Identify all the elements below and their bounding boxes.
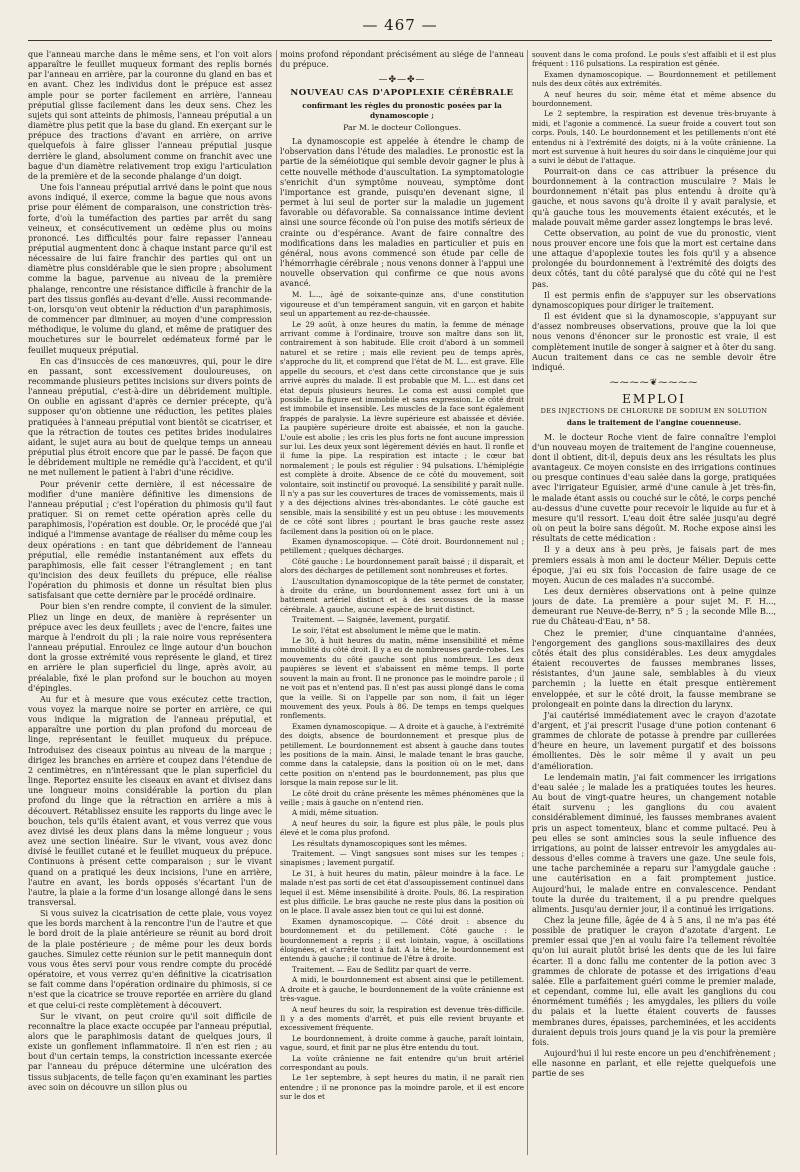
paragraph: A neuf heures du soir, même état et même absence du bourdonnement.: [532, 89, 776, 109]
paragraph: M. le docteur Roche vient de faire connaître l'emploi d'un nouveau moyen de traitement de l'angine couenneuse, dont il obtient, dit-il, depuis deux ans les résultats les plus avantageux. Ce moyen consiste en des irrigations continues ou presque continues d'eau salée dans la gorge, pratiquées avec l'irrigateur Eguisier, armé d'une canule à jet très-fin, le malade étant assis ou couché sur le côté, le corps penché au-dessus d'une cuvette pour recevoir le liquide au fur et à mesure qu'il ressort. L'eau doit être salée jusqu'au degré où on peut la boire sans dégoût. M. Roche expose ainsi les résultats de cette médication :: [532, 432, 776, 544]
paragraph: Au fur et à mesure que vous exécutez cette traction, vous voyez la marque noire se porter en arrière, ce qui vous indique la migration de l'anneau préputial, et apparaître une portion du plan profond du morceau de linge, représentant le feuillet muqueux du prépuce. Introduisez des ciseaux pointus au niveau de la marque ; dirigez les branches en arrière et coupez dans l'étendue de 2 centimètres, en n'intéressant que le plan superficiel du linge. Reportez ensuite les ciseaux en avant et divisez dans une longueur moins considérable la portion du plan profond du linge que la rétraction en arrière a mis à découvert. Rétablissez ensuite les rapports du linge avec le bouchon, tels qu'ils étaient avant, et vous verrez que vous avez divisé les deux plans dans la même longueur ; vous avez une section linéaire. Sur le vivant, vous avez donc divisé le feuillet cutané et le feuillet muqueux du prépuce. Continuons à présent cette comparaison ; sur le vivant quand on a pratiqué les deux incisions, l'une en arrière, l'autre en avant, les bords opposés s'écartant l'un de l'autre, la plaie a la forme d'un losange allongé dans le sens transversal.: [28, 694, 272, 907]
page-number: — 467 —: [362, 16, 438, 34]
paragraph: Le 1er septembre, à sept heures du matin, il ne paraît rien entendre ; il ne prononce pas la moindre parole, et il est encore sur le dos et: [280, 1073, 524, 1102]
paragraph: Pourrait-on dans ce cas attribuer la présence du bourdonnement à la contraction musculaire ? Mais le bourdonnement n'était pas plus entendu à droite qu'à gauche, et nous savons qu'à droite il y avait paralysie, et qu'à gauche tous les mouvements étaient exécutés, et le malade pouvait même garder assez longtemps le bras levé.: [532, 166, 776, 227]
paragraph: Le soir, l'état est absolument le même que le matin.: [292, 625, 481, 635]
paragraph: A midi, le bourdonnement est absent ainsi que le petillement. A droite et à gauche, le bourdonnement de la voûte crânienne est très-vague.: [280, 975, 524, 1004]
paragraph: souvent dans le coma profond. Le pouls s'est affaibli et il est plus fréquent : 116 pulsations. La respiration est gênée.: [532, 50, 776, 69]
paragraph: moins profond répondant précisément au siége de l'anneau du prépuce.: [280, 50, 524, 70]
paragraph: Examen dynamoscopique. — Bourdonnement et petillement nuls des deux côtés aux extrémités.: [532, 69, 776, 89]
paragraph: La voûte crânienne ne fait entendre qu'un bruit artériel correspondant au pouls.: [280, 1053, 524, 1072]
paragraph: Chez la jeune fille, âgée de 4 à 5 ans, il ne m'a pas été possible de pratiquer le crayon d'azotate d'argent. Le premier essai que j'en ai voulu faire l'a tellement révoltée qu'on lui aurait plutôt brisé les dents que de les lui faire écarter. Il a donc fallu me contenter de la potion avec 3 grammes de chlorate de potasse et des irrigations d'eau salée. Elle a parfaitement guéri comme le premier malade, et cependant, comme lui, elle avait les ganglions du cou énormément tuméfiés ; les amygdales, les piliers du voile du palais et la luette étaient couverts de fausses membranes dures, épaisses, parcheminées, et les accidents duraient depuis trois jours quand je la vis pour la première fois.: [532, 915, 776, 1047]
column-right: [532, 50, 776, 1160]
paragraph: que l'anneau marche dans le même sens, et l'on voit alors apparaître le feuillet muqueux formant des replis bornés par l'anneau en arrière, par la couronne du gland en bas et en avant. Chez les individus dont le prépuce est assez ample pour se porter facilement en arrière, l'anneau préputial glisse facilement dans les deux sens. Chez les sujets qui sont atteints de phimosis, l'anneau préputial a un diamètre plus petit que la base du gland. En exerçant sur le prépuce des tractions d'avant en arrière, on arrive quelquefois à faire glisser l'anneau préputial jusque derrière le gland, absolument comme on franchit avec une bague d'un diamètre relativement trop exigu l'articulation de la première et de la seconde phalange d'un doigt.: [28, 50, 272, 181]
paragraph: Le lendemain matin, j'ai fait commencer les irrigations d'eau salée ; le malade les a pratiquées toutes les heures. Au bout de vingt-quatre heures, un changement notable était survenu ; les ganglions du cou avaient considérablement diminué, les fausses membranes avaient pris un aspect tomenteux, blanc et comme pultacé. Peu à peu elles se sont amincies sous la seule influence des irrigations, au point de laisser entrevoir les amygdales au-dessous d'elles comme à travers une gaze. Une seule fois, une tache parcheminée a reparu sur l'amygdale gauche : une cautérisation en a fait promptement justice. Aujourd'hui, le malade entre en convalescence. Pendant toute la durée du traitement, il a pu prendre quelques aliments. Jusqu'au dernier jour, il a continué les irrigations.: [532, 772, 776, 914]
paragraph: La dynamoscopie est appelée à étendre le champ de l'observation dans l'étude des maladies. Le pronostic est la partie de la séméiotique qui semble devoir gagner le plus à cette nouvelle méthode d'auscultation. La symptomatologie s'enrichit d'un symptôme nouveau, symptôme dont l'importance est grande, puisqu'en devenant signe, il permet à lui seul de porter sur la maladie un jugement favorable ou défavorable. Sa connaissance intime devient ainsi une source féconde où l'on puise des motifs sérieux de crainte ou d'espérance. Avant de faire connaître des modifications dans les maladies en particulier et puis en général, nous avons commencé son étude par celle de l'hémorrhagie cérébrale ; nous venons donner à l'appui une nouvelle observation qui confirme ce que nous avons avancé.: [280, 137, 524, 289]
paragraph: Le 31, à huit heures du matin, pâleur moindre à la face. Le malade n'est pas sorti de cet état d'assoupissement continuel dans lequel il est. Même insensibilité à droite. Pouls, 86. La respiration est plus difficile. Le bras gauche ne reste plus dans la position où on le place. Il avale assez bien tout ce qui lui est donné.: [280, 868, 524, 916]
paragraph: Il est permis enfin de s'appuyer sur les observations dynamoscopiques pour diriger le traitement.: [532, 290, 776, 310]
paragraph: M. L..., âgé de soixante-quinze ans, d'une constitution vigoureuse et d'un tempérament sanguin, vit en garçon et habite seul un appartement au rez-de-chaussée.: [280, 290, 524, 319]
ornament-divider: ⁓⁓⁓⁓❦⁓⁓⁓⁓: [609, 378, 699, 388]
article-author: Par M. le docteur Collongues.: [343, 122, 461, 132]
paragraph: Cette observation, au point de vue du pronostic, vient nous prouver encore une fois que la mort est certaine dans une attaque d'apoplexie toutes les fois qu'il y a absence prolongée du bourdonnement à l'extrémité des doigts des deux côtés, tant du côté paralysé que du côté qui ne l'est pas.: [532, 228, 776, 289]
article-subtitle: confirmant les règles du pronostic posées par la dynamoscopie ;: [302, 100, 502, 120]
column-left: [28, 50, 272, 1160]
paragraph: Sur le vivant, on peut croire qu'il soit difficile de reconnaître la place exacte occupée par l'anneau préputial, alors que le paraphimosis datant de quelques jours, il existe un gonflement inflammatoire. Il n'en est rien ; au bout d'un certain temps, la constriction incessante exercée par l'anneau du prépuce détermine une ulcération des tissus subjacents, de telle façon qu'en examinant les parties avec soin on découvre un sillon plus ou: [28, 1011, 272, 1092]
paragraph: Pour bien s'en rendre compte, il convient de la simuler. Pliez un linge en deux, de manière à représenter un prépuce avec les deux feuillets ; avec de l'encre, faites une marque à l'endroit du pli ; la raie noire vous représentera l'anneau préputial. Enroulez ce linge autour d'un bouchon dont la grosse extrémité vous représente le gland, et tirez en arrière le plan superficiel du linge, après avoir, au préalable, fixé le plan profond sur le bouchon au moyen d'épingles.: [28, 602, 272, 693]
paragraph: Le 29 août, à onze heures du matin, la femme de ménage arrivant comme à l'ordinaire, trouve son maître dans son lit, contrairement à son habitude. Elle croit d'abord à un sommeil naturel et se retire ; mais elle revient peu de temps après, s'approche du lit, et comprend que l'état de M. L... est grave. Elle appelle du secours, et c'est dans cette circonstance que je suis arrivé auprès du malade. Il est probable que M. L... est dans cet état depuis plusieurs heures. Le coma est aussi complet que possible. La figure est immobile et sans expression. Le côté droit est immobile et insensible. Les muscles de la face sont également frappés de paralysie. La lèvre supérieure est abaissée et déviée. La paupière supérieure droite est abaissée, et non la gauche. L'ouïe est abolie ; les cris les plus forts ne font aucune impression sur lui. Les deux yeux sont légèrement déviés en haut. Il ronfle et il fume la pipe. La respiration est intacte ; le cœur bat normalement ; le pouls est régulier : 94 pulsations. L'hémiplégie est complète à droite. Absence de ce côté du mouvement, soit volontaire, soit instinctif ou provoqué. La sensibilité y paraît nulle. Il n'y a pas sur les couvertures de traces de vomissements, mais il y a des déjections alvines très-abondantes. Le côté gauche est sensible, mais la sensibilité y est un peu obtuse : les mouvements de ce côté sont libres ; pourtant le bras gauche reste assez facilement dans la position où on le place.: [280, 319, 524, 536]
paragraph: Examen dynamoscopique. — Côté droit. Bourdonnement nul ; petillement ; quelques décharges.: [280, 537, 524, 556]
paragraph: Les deux dernières observations ont à peine quinze jours de date. La première a pour sujet M. F. H..., demeurant rue Neuve-de-Berry, n° 5 ; la seconde Mlle B..., rue du Château-d'Eau, n° 58.: [532, 586, 776, 627]
page-header: [28, 10, 772, 41]
section-subtitle-secondary: dans le traitement de l'angine couenneuse.: [566, 418, 742, 428]
paragraph: Pour prévenir cette dernière, il est nécessaire de modifier d'une manière définitive les dimensions de l'anneau préputial ; c'est l'opération du phimosis qu'il faut pratiquer. Si on remet cette opération après celle du paraphimosis, l'opération est double. Or, le procédé que j'ai indiqué a l'immense avantage de réaliser du même coup les deux opérations : en tant que débridement de l'anneau préputial, elle remédie instantanément aux effets du paraphimosis, elle fait cesser l'étranglement ; en tant qu'incision des deux feuillets du prépuce, elle réalise l'opération du phimosis et donne un résultat bien plus satisfaisant que cette dernière par le procédé ordinaire.: [28, 479, 272, 601]
paragraph: A midi, même situation.: [292, 808, 379, 818]
paragraph: Examen dynamoscopique. — Côté droit : absence du bourdonnement et du petillement. Côté gauche : le bourdonnement a repris ; il est lointain, vague, à oscillations éloignées, et s'arrête tout à fait. A la tête, le bourdonnement est entendu à gauche ; il continue de l'être à droite.: [280, 916, 524, 964]
paragraph: En cas d'insuccès de ces manœuvres, qui, pour le dire en passant, sont excessivement douloureuses, on recommande plusieurs petites incisions sur divers points de l'anneau préputial, c'est-à-dire un débridement multiple. On oublie en agissant d'après ce dernier précepte, qu'à supposer qu'on obtienne une réduction, les petites plaies pratiquées à l'anneau préputial vont bientôt se cicatriser, et que la rétraction de toutes ces petites brides inodulaires aidant, le sujet aura au bout de quelque temps un anneau préputial plus étroit encore que par le passé. De façon que le débridement multiple ne remédie qu'à l'accident, et qu'il ne met nullement le patient à l'abri d'une récidive.: [28, 356, 272, 478]
paragraph: J'ai cautérisé immédiatement avec le crayon d'azotate d'argent, et j'ai prescrit l'usage d'une potion contenant 6 grammes de chlorate de potasse à prendre par cuillerées d'heure en heure, un lavement purgatif et des boissons émollientes. Dès le soir même il y avait un peu d'amélioration.: [532, 710, 776, 771]
paragraph: Si vous suivez la cicatrisation de cette plaie, vous voyez que les bords marchent à la rencontre l'un de l'autre et que le bord droit de la plaie antérieure se réunit au bord droit de la plaie postérieure ; de même pour les deux bords gauches. Simulez cette réunion sur le petit mannequin dont vous vous êtes servi pour vous rendre compte du procédé opératoire, et vous verrez qu'en définitive la cicatrisation se fait comme dans l'opération ordinaire du phimosis, si ce n'est que la cicatrice se trouve reportée en arrière du gland et que celui-ci reste complètement à découvert.: [28, 909, 272, 1010]
paragraph: Il y a deux ans à peu près, je faisais part de mes premiers essais à mon ami le docteur Mélier. Depuis cette époque, j'ai eu six fois l'occasion de faire usage de ce moyen. Aucun de ces malades n'a succombé.: [532, 545, 776, 585]
article-title: NOUVEAU CAS D'APOPLEXIE CÉRÉBRALE: [290, 88, 514, 99]
paragraph: Traitement. — Eau de Sedlitz par quart de verre.: [292, 964, 472, 974]
paragraph: Les résultats dynamoscopiques sont les mêmes.: [292, 838, 467, 848]
section-subtitle: DES INJECTIONS DE CHLORURE DE SODIUM EN SOLUTION: [540, 407, 768, 416]
paragraph: Traitement. — Vingt sangsues sont mises sur les tempes ; sinapismes ; lavement purgatif.: [280, 849, 524, 868]
paragraph: Examen dynamoscopique. — A droite et à gauche, à l'extrémité des doigts, absence de bourdonnement et presque plus de petillement. Le bourdonnement est absent à gauche dans toutes les positions de la main. Ainsi, le malade tenant le bras gauche, comme dans la catalepsie, dans la position où on le met, dans cette position on n'entend pas le bourdonnement, pas plus que lorsque la main repose sur le lit.: [280, 721, 524, 788]
section-title: EMPLOI: [622, 392, 686, 407]
paragraph: Côté gauche : Le bourdonnement paraît baissé ; il disparaît, et alors des décharges de petillement sont nombreuses et fortes.: [280, 556, 524, 576]
column-divider-left: [276, 50, 277, 1155]
paragraph: Une fois l'anneau préputial arrivé dans le point que nous avons indiqué, il exerce, comme la bague que nous avons prise pour élément de comparaison, une constriction très-forte, d'où la tuméfaction des parties par arrêt du sang veineux, et consécutivement un œdème plus ou moins prononcé. Les difficultés pour faire repasser l'anneau préputial augmentent donc à chaque instant parce qu'il est nécessaire de lui faire franchir des parties qui ont un diamètre plus considérable que le sien propre ; absolument comme la bague, parvenue au niveau de la première phalange, rencontre une résistance difficile à franchir de la part des tissus gonflés au-devant d'elle. Aussi recommande-t-on, lorsqu'on veut obtenir la réduction d'un paraphimosis, de commencer par diminuer, au moyen d'une compression méthodique, le volume du gland, et même de pratiquer des mouchetures sur le bourrelet œdémateux formé par le feuillet muqueux préputial.: [28, 183, 272, 355]
paragraph: Le côté droit du crâne présente les mêmes phénomènes que la veille ; mais à gauche on n'entend rien.: [280, 788, 524, 807]
column-middle: [280, 50, 524, 1160]
column-divider-right: [527, 50, 528, 1155]
paragraph: A neuf heures du soir, la figure est plus pâle, le pouls plus élevé et le coma plus profond.: [280, 818, 524, 838]
paragraph: L'auscultation dynamoscopique de la tête permet de constater, à droite du crâne, un bourdonnement assez fort uni à un battement artériel distinct et à des secousses de la masse cérébrale. A gauche, aucune espèce de bruit distinct.: [280, 576, 524, 614]
paragraph: Aujourd'hui il lui reste encore un peu d'enchifrènement ; elle nasonne en parlant, et elle rejette quelquefois une partie de ses: [532, 1049, 776, 1079]
paragraph: A neuf heures du soir, la respiration est devenue très-difficile. Il y a des moments d'arrêt, et puis elle revient bruyante et excessivement fréquente.: [280, 1004, 524, 1033]
paragraph: Le bourdonnement, à droite comme à gauche, paraît lointain, vague, sourd, et finit par ne plus être entendu du tout.: [280, 1033, 524, 1053]
paragraph: Chez le premier, d'une cinquantaine d'années, l'engorgement des ganglions sous-maxillaires des deux côtés était des plus considérables. Les deux amygdales étaient recouvertes de fausses membranes lisses, résistantes, d'un jaune sale, semblables à du vieux parchemin ; la luette en était presque entièrement enveloppée, et sur le côté droit, la fausse membrane se prolongeait en pointe dans la direction du larynx.: [532, 628, 776, 709]
paragraph: Le 2 septembre, la respiration est devenue très-bruyante à midi, et l'agonie a commencé. La sueur froide a couvert tout son corps. Pouls, 140. Le bourdonnement et les petillements n'ont été entendus ni à l'extrémité des doigts, ni à la voûte crânienne. La mort est survenue à huit heures du soir dans le cinquième jour qui a suivi le début de l'attaque.: [532, 109, 776, 166]
paragraph: Il est évident que si la dynamoscopie, s'appuyant sur d'assez nombreuses observations, prouve que la loi que nous venons d'énoncer sur le pronostic est vraie, il est complètement inutile de songer à saigner et à ôter du sang. Aucun traitement dans ce cas ne semble devoir être indiqué.: [532, 312, 776, 372]
paragraph: Traitement. — Saignée, lavement, purgatif.: [292, 615, 450, 625]
paragraph: Le 30, à huit heures du matin, même insensibilité et même immobilité du côté droit. Il y a eu de nombreuses garde-robes. Les mouvements du côté gauche sont plus nombreux. Les deux paupières se lèvent et s'abaissent en même temps. Il porte souvent la main au front. Il ne prononce pas le moindre parole ; il ne voit pas et n'entend pas. Il n'est pas aussi plongé dans le coma que la veille. Si on l'appelle par son nom, il fait un léger mouvement des yeux. Pouls à 86. De temps en temps quelques ronflements.: [280, 636, 524, 721]
ornament-divider: —✤—✤—: [378, 75, 426, 86]
